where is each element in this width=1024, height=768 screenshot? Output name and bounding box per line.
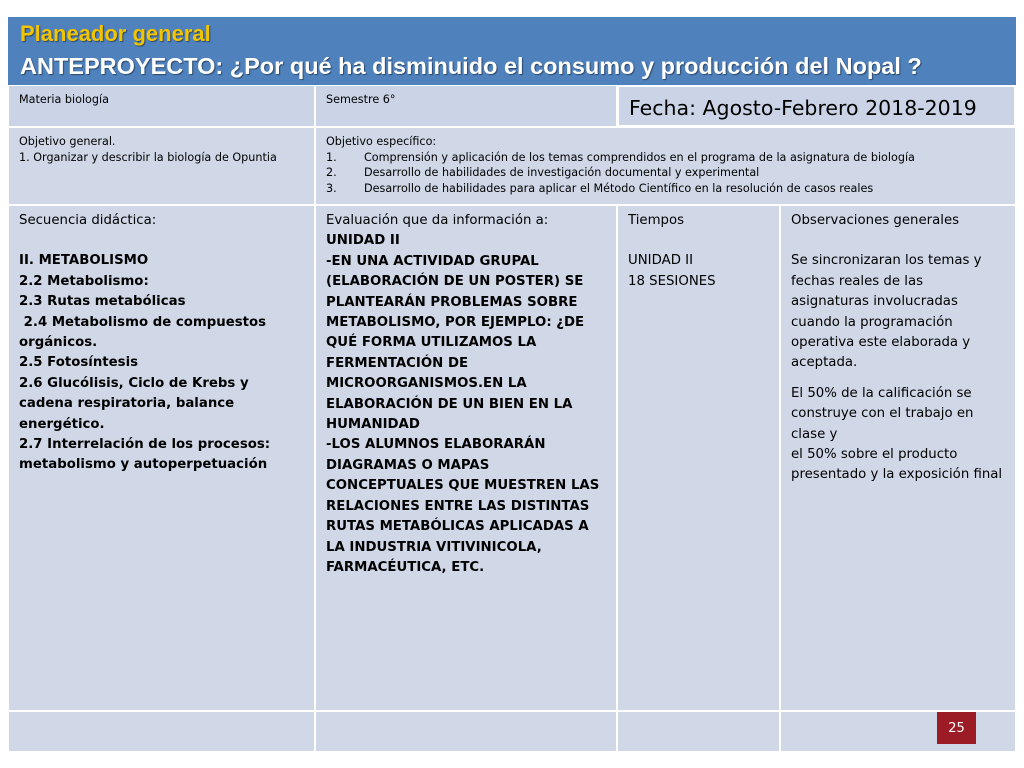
empty-cell [617, 711, 780, 752]
slide-header [8, 17, 1016, 85]
evaluacion-title: Evaluación que da información a: [326, 213, 549, 228]
observaciones-cell [780, 205, 1016, 711]
tiempos-title: Tiempos [628, 213, 685, 228]
empty-cell [315, 711, 617, 752]
observaciones-p1: Se sincronizaran los temas y fechas reales de las asignaturas involucradas cuando la programación operativa este elaborada y aceptada. [791, 253, 982, 371]
tiempos-unidad: UNIDAD II [628, 253, 694, 269]
evaluacion-text-2: -LOS ALUMNOS ELABORARÁN DIAGRAMAS O MAPAS CONCEPTUALES QUE MUESTREN LAS RELACIONES ENTRE LAS DISTINTAS RUTAS METABÓLICAS APLICADAS A LA INDUSTRIA VITIVINICOLA, FARMACÉUTICA, ETC. [326, 437, 600, 575]
list-item: II. METABOLISMO [19, 253, 149, 269]
page-number-badge: 25 [937, 712, 976, 744]
empty-cell [8, 711, 315, 752]
evaluacion-unidad: UNIDAD II [326, 233, 400, 249]
semestre-cell: Semestre 6° [315, 85, 617, 127]
list-item: 2.4 Metabolismo de compuestos orgánicos. [19, 314, 271, 351]
list-item: 1. Comprensión y aplicación de los temas comprendidos en el programa de la asignatura de biología [326, 150, 915, 164]
fecha-cell: Fecha: Agosto-Febrero 2018-2019 [617, 85, 1016, 127]
list-item: 2.3 Rutas metabólicas [19, 294, 186, 310]
slide-subtitle: Planeador general [20, 21, 211, 46]
list-item: 2.7 Interrelación de los procesos: metabolismo y autoperpetuación [19, 437, 271, 473]
list-item: 2.2 Metabolismo: [19, 273, 149, 289]
list-item: 2.6 Glucólisis, Ciclo de Krebs y cadena respiratoria, balance energético. [19, 375, 249, 432]
objetivo-especifico-list [326, 150, 1005, 197]
objetivo-general-title: Objetivo general. [19, 135, 116, 148]
slide-title: ANTEPROYECTO: ¿Por qué ha disminuido el consumo y producción del Nopal ? [20, 53, 922, 79]
observaciones-p2: El 50% de la calificación se construye con el trabajo en clase y [791, 385, 974, 442]
observaciones-title: Observaciones generales [791, 213, 960, 228]
materia-cell: Materia biología [8, 85, 315, 127]
evaluacion-cell [315, 205, 617, 711]
observaciones-p3: el 50% sobre el producto presentado y la exposición final [791, 447, 1003, 483]
list-item: 3. Desarrollo de habilidades para aplicar el Método Científico en la resolución de casos reales [326, 181, 874, 195]
empty-cell [780, 711, 1016, 752]
tiempos-cell [617, 205, 780, 711]
objetivo-general-text: 1. Organizar y describir la biología de Opuntia [19, 150, 277, 164]
list-item: 2. Desarrollo de habilidades de investigación documental y experimental [326, 166, 760, 180]
secuencia-cell [8, 205, 315, 711]
secuencia-title: Secuencia didáctica: [19, 213, 157, 228]
objetivo-general-cell [8, 127, 315, 205]
evaluacion-text-1: -EN UNA ACTIVIDAD GRUPAL (ELABORACIÓN DE UN POSTER) SE PLANTEARÁN PROBLEMAS SOBRE METABOLISMO, POR EJEMPLO: ¿DE QUÉ FORMA UTILIZAMOS LA FERMENTACIÓN DE MICROORGANISMOS.EN LA ELABORACIÓN DE UN BIEN EN LA HUMANIDAD [326, 253, 585, 433]
tiempos-sesiones: 18 SESIONES [628, 273, 716, 289]
planner-table [8, 85, 1016, 752]
list-item: 2.5 Fotosíntesis [19, 355, 139, 371]
objetivo-especifico-title: Objetivo específico: [326, 135, 437, 148]
objetivo-especifico-cell [315, 127, 1016, 205]
